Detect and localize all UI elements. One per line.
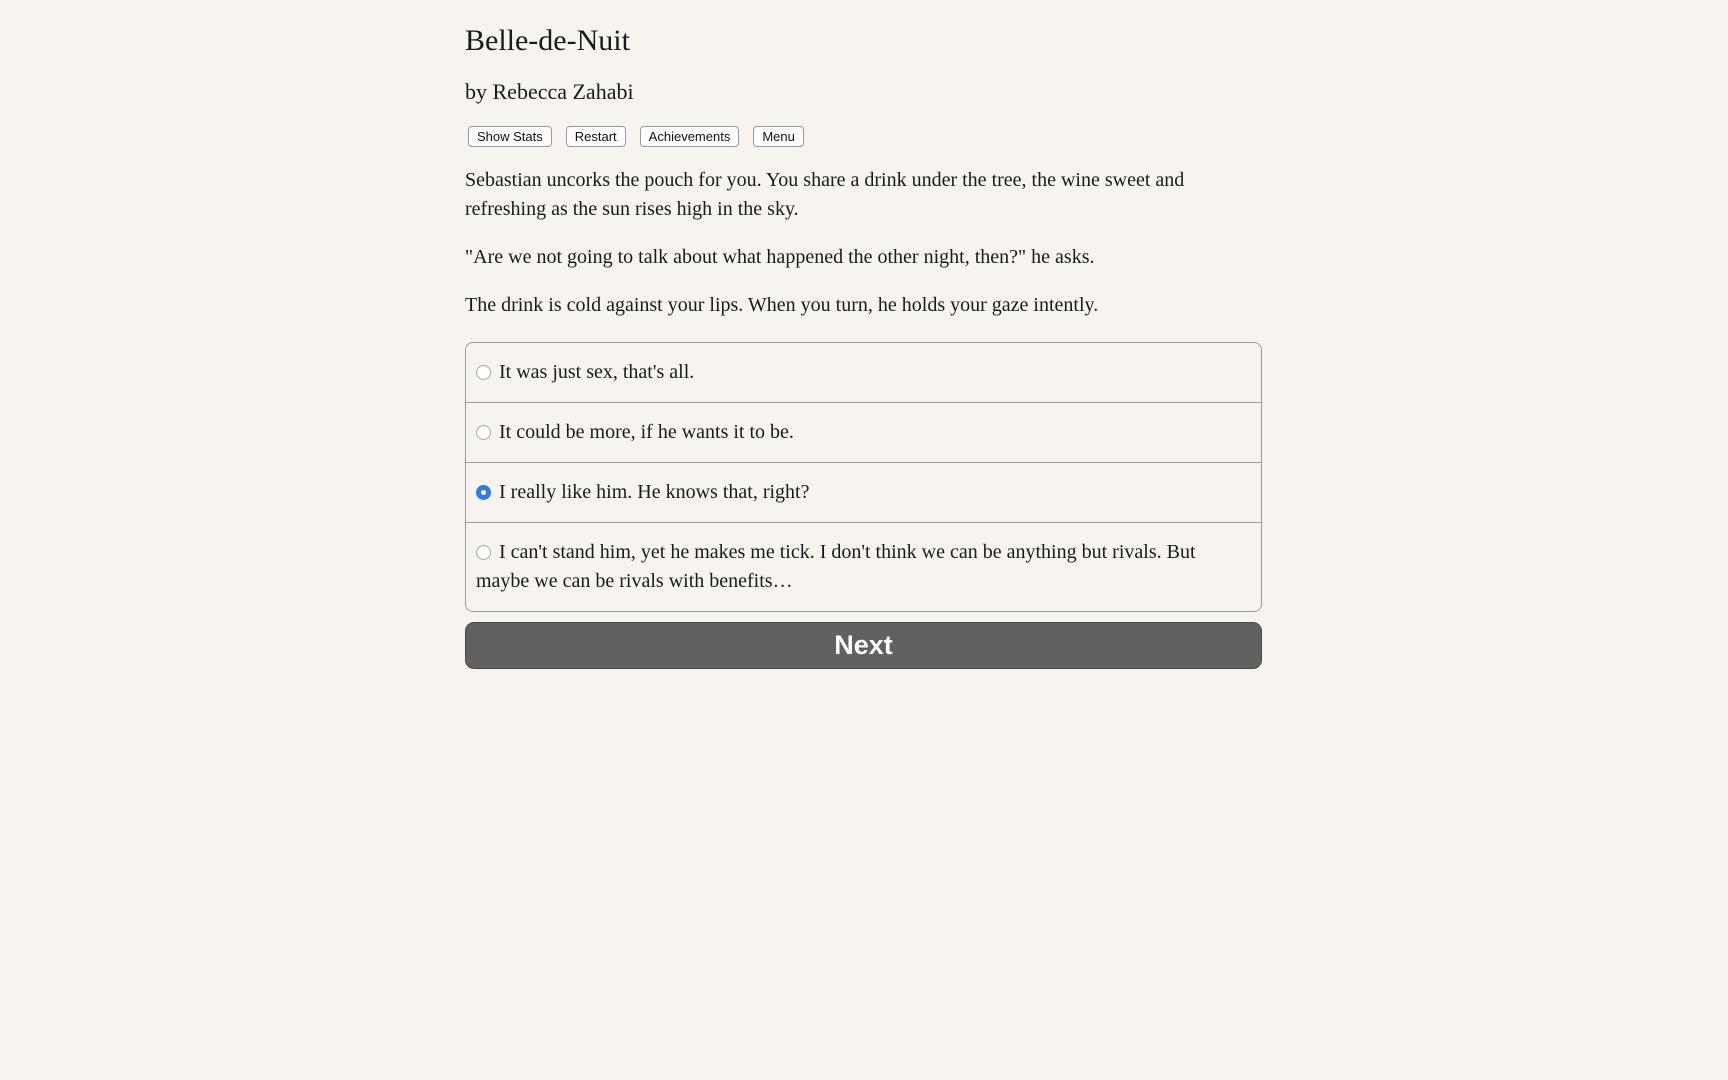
choice-option-1[interactable] — [466, 343, 1261, 402]
show-stats-button[interactable]: Show Stats — [468, 126, 552, 147]
choice-label: I really like him. He knows that, right? — [499, 481, 810, 503]
passage-paragraph: The drink is cold against your lips. When you turn, he holds your gaze intently. — [465, 294, 1099, 316]
choice-option-2[interactable] — [466, 402, 1261, 462]
game-author: by Rebecca Zahabi — [465, 79, 634, 104]
radio-button-selected[interactable] — [476, 485, 491, 500]
choice-option-4[interactable] — [466, 522, 1261, 611]
achievements-button[interactable]: Achievements — [640, 126, 740, 147]
passage-paragraph: "Are we not going to talk about what happened the other night, then?" he asks. — [465, 246, 1095, 268]
toolbar — [468, 126, 804, 147]
radio-button[interactable] — [476, 425, 491, 440]
choice-label: I can't stand him, yet he makes me tick. I don't think we can be anything but rivals. But maybe we can be rivals with benefits… — [476, 541, 1196, 592]
menu-button[interactable]: Menu — [753, 126, 804, 147]
passage-paragraph: Sebastian uncorks the pouch for you. You share a drink under the tree, the wine sweet and refreshing as the sun rises high in the sky. — [465, 169, 1185, 220]
restart-button[interactable]: Restart — [566, 126, 626, 147]
choice-option-3[interactable] — [466, 462, 1261, 522]
choice-label: It could be more, if he wants it to be. — [499, 421, 794, 443]
radio-button[interactable] — [476, 365, 491, 380]
choice-list — [465, 342, 1262, 612]
next-button[interactable]: Next — [465, 622, 1262, 669]
story-passage — [465, 166, 1262, 339]
choice-label: It was just sex, that's all. — [499, 361, 695, 383]
radio-button[interactable] — [476, 545, 491, 560]
game-title: Belle-de-Nuit — [465, 24, 630, 57]
